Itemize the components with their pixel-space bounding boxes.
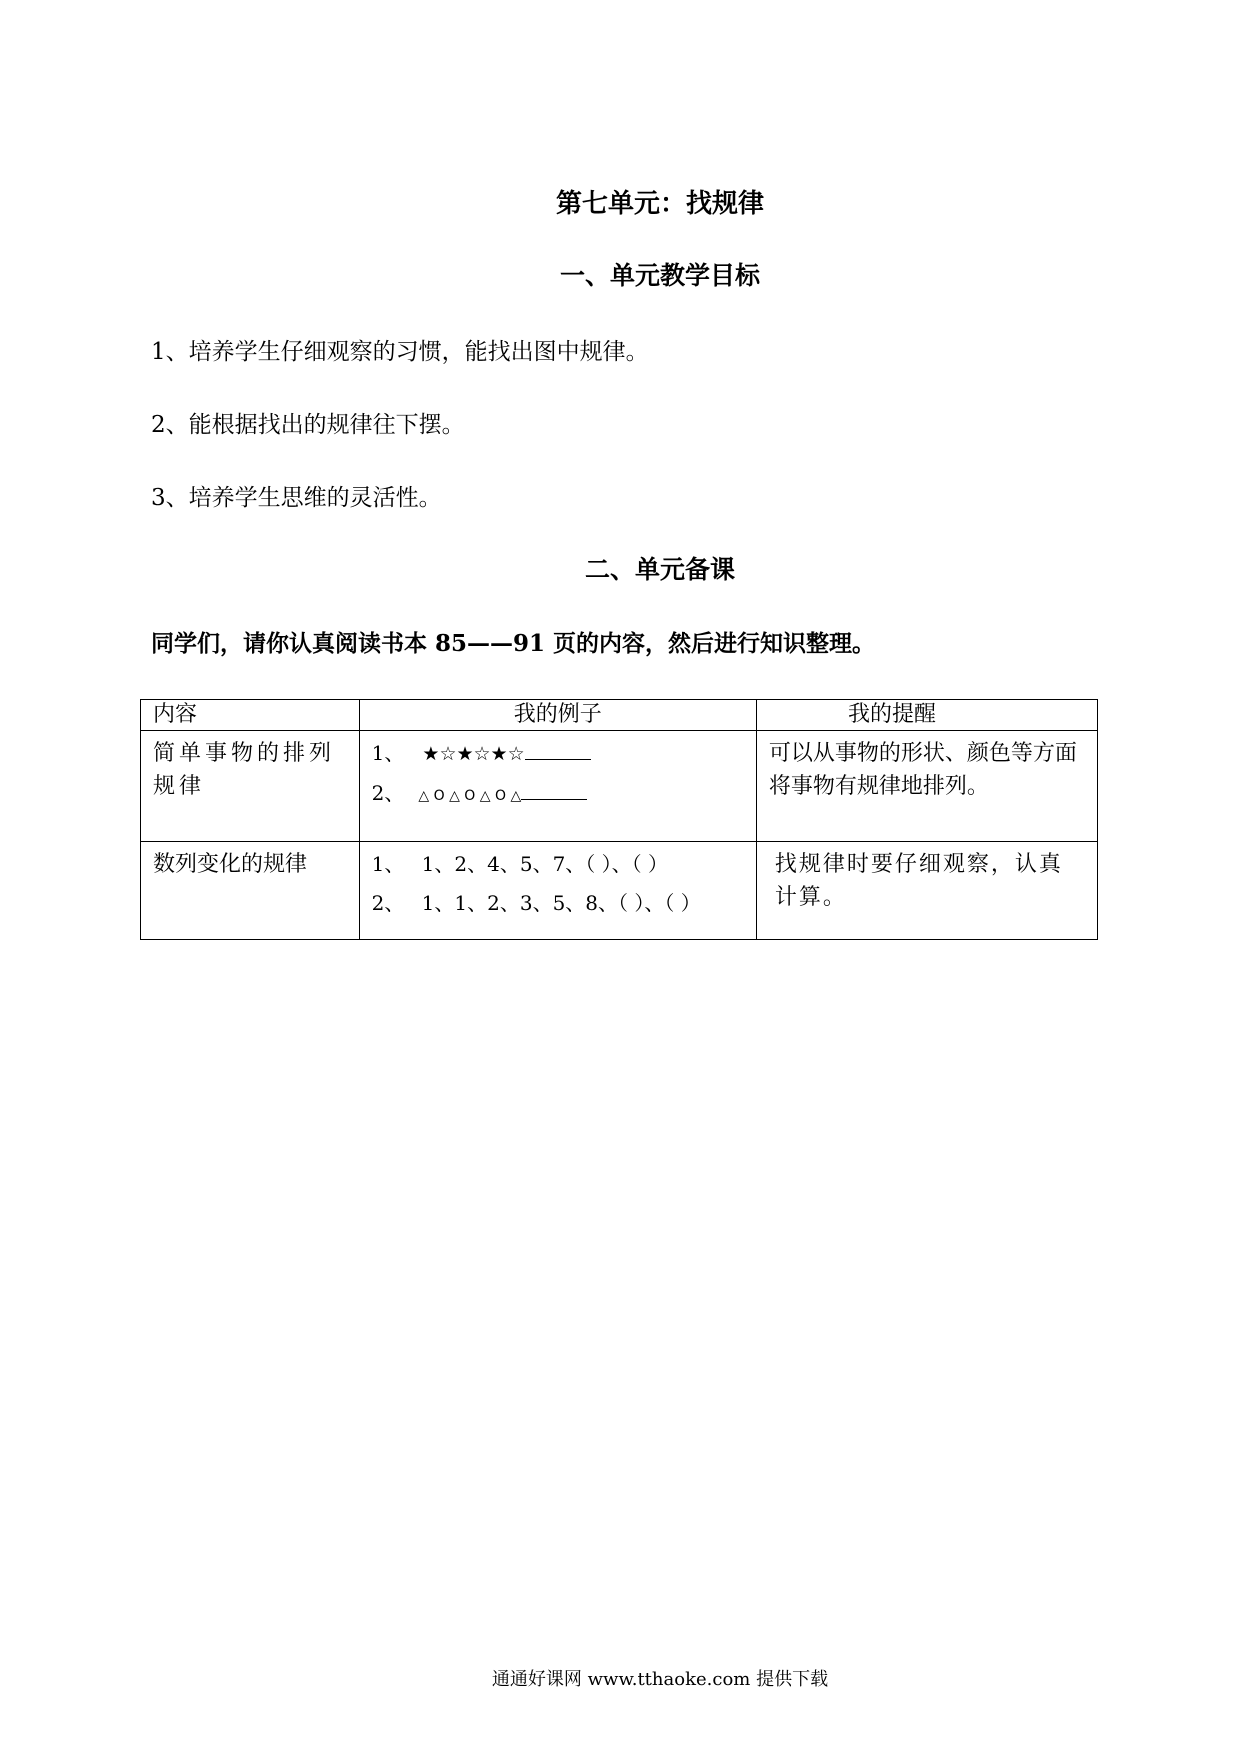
row-content-text: 数列变化的规律 bbox=[153, 852, 308, 877]
cell-examples bbox=[359, 731, 756, 842]
reminder-text: 可以从事物的形状、颜色等方面将事物有规律地排列。 bbox=[768, 741, 1077, 799]
cell-examples bbox=[359, 842, 756, 940]
number-sequence: 1、1、2、3、5、8、（ ）、（ ） bbox=[421, 891, 701, 915]
page-title: 第七单元：找规律 bbox=[555, 189, 764, 219]
example-line bbox=[360, 842, 756, 881]
cell-reminder bbox=[756, 731, 1097, 842]
example-number: 1、 bbox=[371, 852, 405, 876]
goal-item: 3、培养学生思维的灵活性。 bbox=[151, 485, 442, 511]
example-number: 2、 bbox=[371, 781, 405, 805]
row-content-text: 简单事物的排列规律 bbox=[153, 741, 336, 799]
table-row bbox=[141, 731, 1098, 842]
goal-item: 2、能根据找出的规律往下摆。 bbox=[151, 412, 465, 438]
example-line bbox=[360, 881, 756, 920]
answer-blank bbox=[521, 781, 587, 800]
section-heading-preparation: 二、单元备课 bbox=[584, 555, 735, 584]
cell-content bbox=[141, 731, 360, 842]
number-sequence: 1、2、4、5、7、（ ）、（ ） bbox=[421, 852, 669, 876]
example-number: 2、 bbox=[371, 891, 405, 915]
reminder-text: 找规律时要仔细观察，认真计算。 bbox=[774, 852, 1063, 910]
cell-content bbox=[141, 842, 360, 940]
header-content: 内容 bbox=[141, 700, 360, 731]
footer-text: 通通好课网 www.tthaoke.com 提供下载 bbox=[491, 1669, 829, 1690]
table-header-row bbox=[141, 700, 1098, 731]
header-reminder: 我的提醒 bbox=[756, 700, 1097, 731]
example-line bbox=[360, 731, 756, 771]
example-line bbox=[360, 771, 756, 813]
knowledge-table bbox=[140, 699, 1098, 940]
table-row bbox=[141, 842, 1098, 940]
goal-item: 1、培养学生仔细观察的习惯，能找出图中规律。 bbox=[151, 339, 649, 365]
instruction-text: 同学们，请你认真阅读书本 85——91 页的内容，然后进行知识整理。 bbox=[151, 630, 876, 657]
example-number: 1、 bbox=[371, 741, 405, 765]
header-examples: 我的例子 bbox=[359, 700, 756, 731]
section-heading-goals: 一、单元教学目标 bbox=[559, 261, 760, 290]
cell-reminder bbox=[756, 842, 1097, 940]
answer-blank bbox=[525, 741, 591, 760]
triangle-circle-pattern: △ O △ O △ O △ bbox=[418, 788, 522, 804]
star-pattern: ★☆★☆★☆ bbox=[422, 743, 525, 765]
